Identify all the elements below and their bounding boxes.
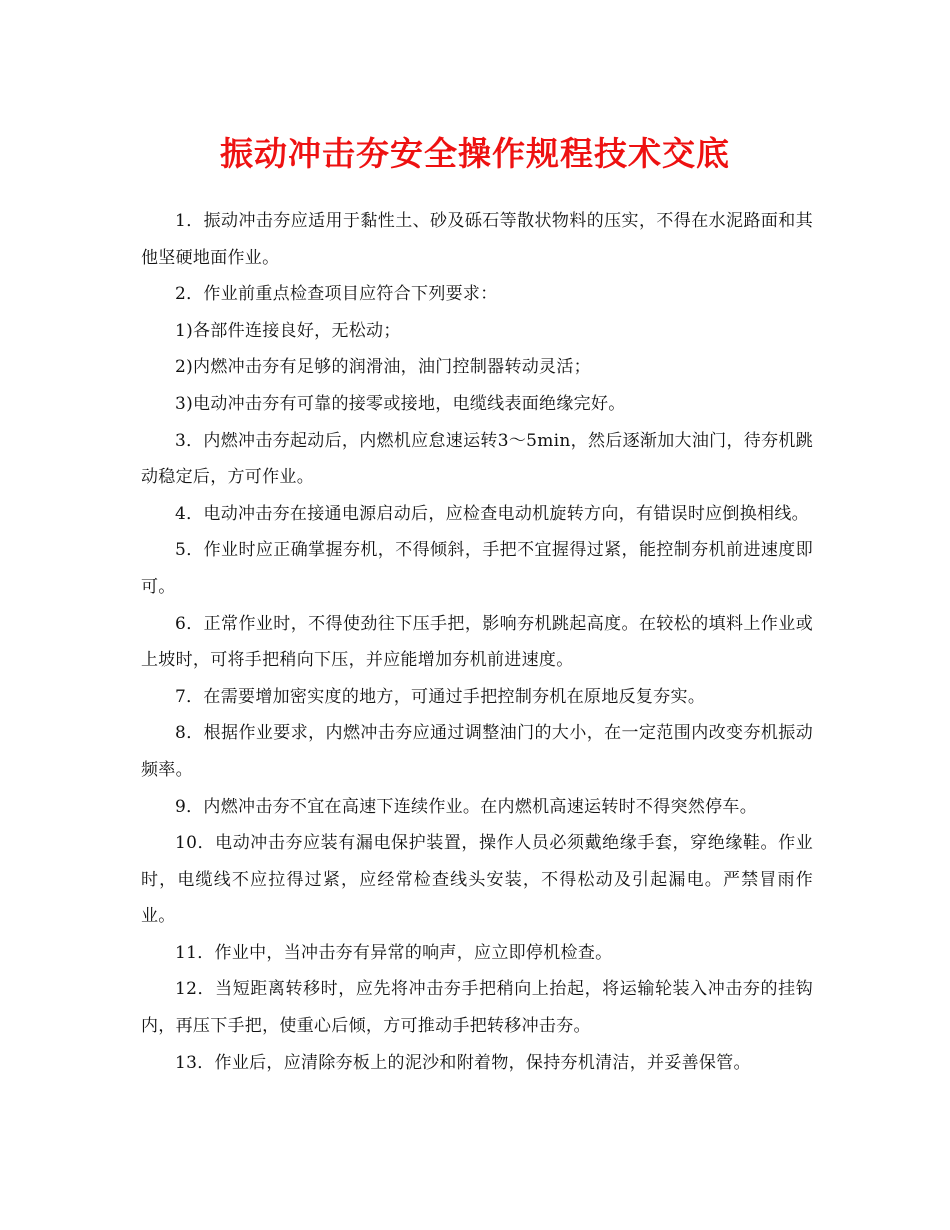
paragraph-sub-item-1: 1)各部件连接良好，无松动； [175,320,401,341]
paragraph-item-7: 7．在需要增加密实度的地方，可通过手把控制夯机在原地反复夯实。 [175,686,706,707]
paragraph-item-1: 1．振动冲击夯应适用于黏性土、砂及砾石等散状物料的压实，不得在水泥路面和其他坚硬地面作业。 [141,211,813,268]
paragraph-item-11: 11．作业中，当冲击夯有异常的响声，应立即停机检查。 [175,942,613,963]
paragraph-item-2: 2．作业前重点检查项目应符合下列要求： [175,284,498,305]
paragraph-item-13: 13．作业后，应清除夯板上的泥沙和附着物，保持夯机清洁，并妥善保管。 [175,1052,751,1073]
paragraph-item-9: 9．内燃冲击夯不宜在高速下连续作业。在内燃机高速运转时不得突然停车。 [175,796,758,817]
paragraph-item-6: 6．正常作业时，不得使劲往下压手把，影响夯机跳起高度。在较松的填料上作业或上坡时，可将手把稍向下压，并应能增加夯机前进速度。 [141,613,813,671]
paragraph-item-5: 5．作业时应正确掌握夯机，不得倾斜，手把不宜握得过紧，能控制夯机前进速度即可。 [141,540,813,597]
document-title: 振动冲击夯安全操作规程技术交底 [220,134,730,173]
paragraph-sub-item-2: 2)内燃冲击夯有足够的润滑油，油门控制器转动灵活； [175,357,591,378]
paragraph-item-10: 10．电动冲击夯应装有漏电保护装置，操作人员必须戴绝缘手套，穿绝缘鞋。作业时，电缆线不应拉得过紧，应经常检查线头安装，不得松动及引起漏电。严禁冒雨作业。 [141,833,813,927]
paragraph-item-4: 4．电动冲击夯在接通电源启动后，应检查电动机旋转方向，有错误时应倒换相线。 [175,503,809,524]
paragraph-item-3: 3．内燃冲击夯起动后，内燃机应怠速运转3～5min，然后逐渐加大油门，待夯机跳动稳定后，方可作业。 [141,430,813,488]
paragraph-sub-item-3: 3)电动冲击夯有可靠的接零或接地，电缆线表面绝缘完好。 [175,393,626,414]
paragraph-item-8: 8．根据作业要求，内燃冲击夯应通过调整油门的大小，在一定范围内改变夯机振动频率。 [141,723,813,780]
document-body [141,203,813,1081]
paragraph-item-12: 12．当短距离转移时，应先将冲击夯手把稍向上抬起，将运输轮装入冲击夯的挂钩内，再压下手把，使重心后倾，方可推动手把转移冲击夯。 [141,979,813,1037]
